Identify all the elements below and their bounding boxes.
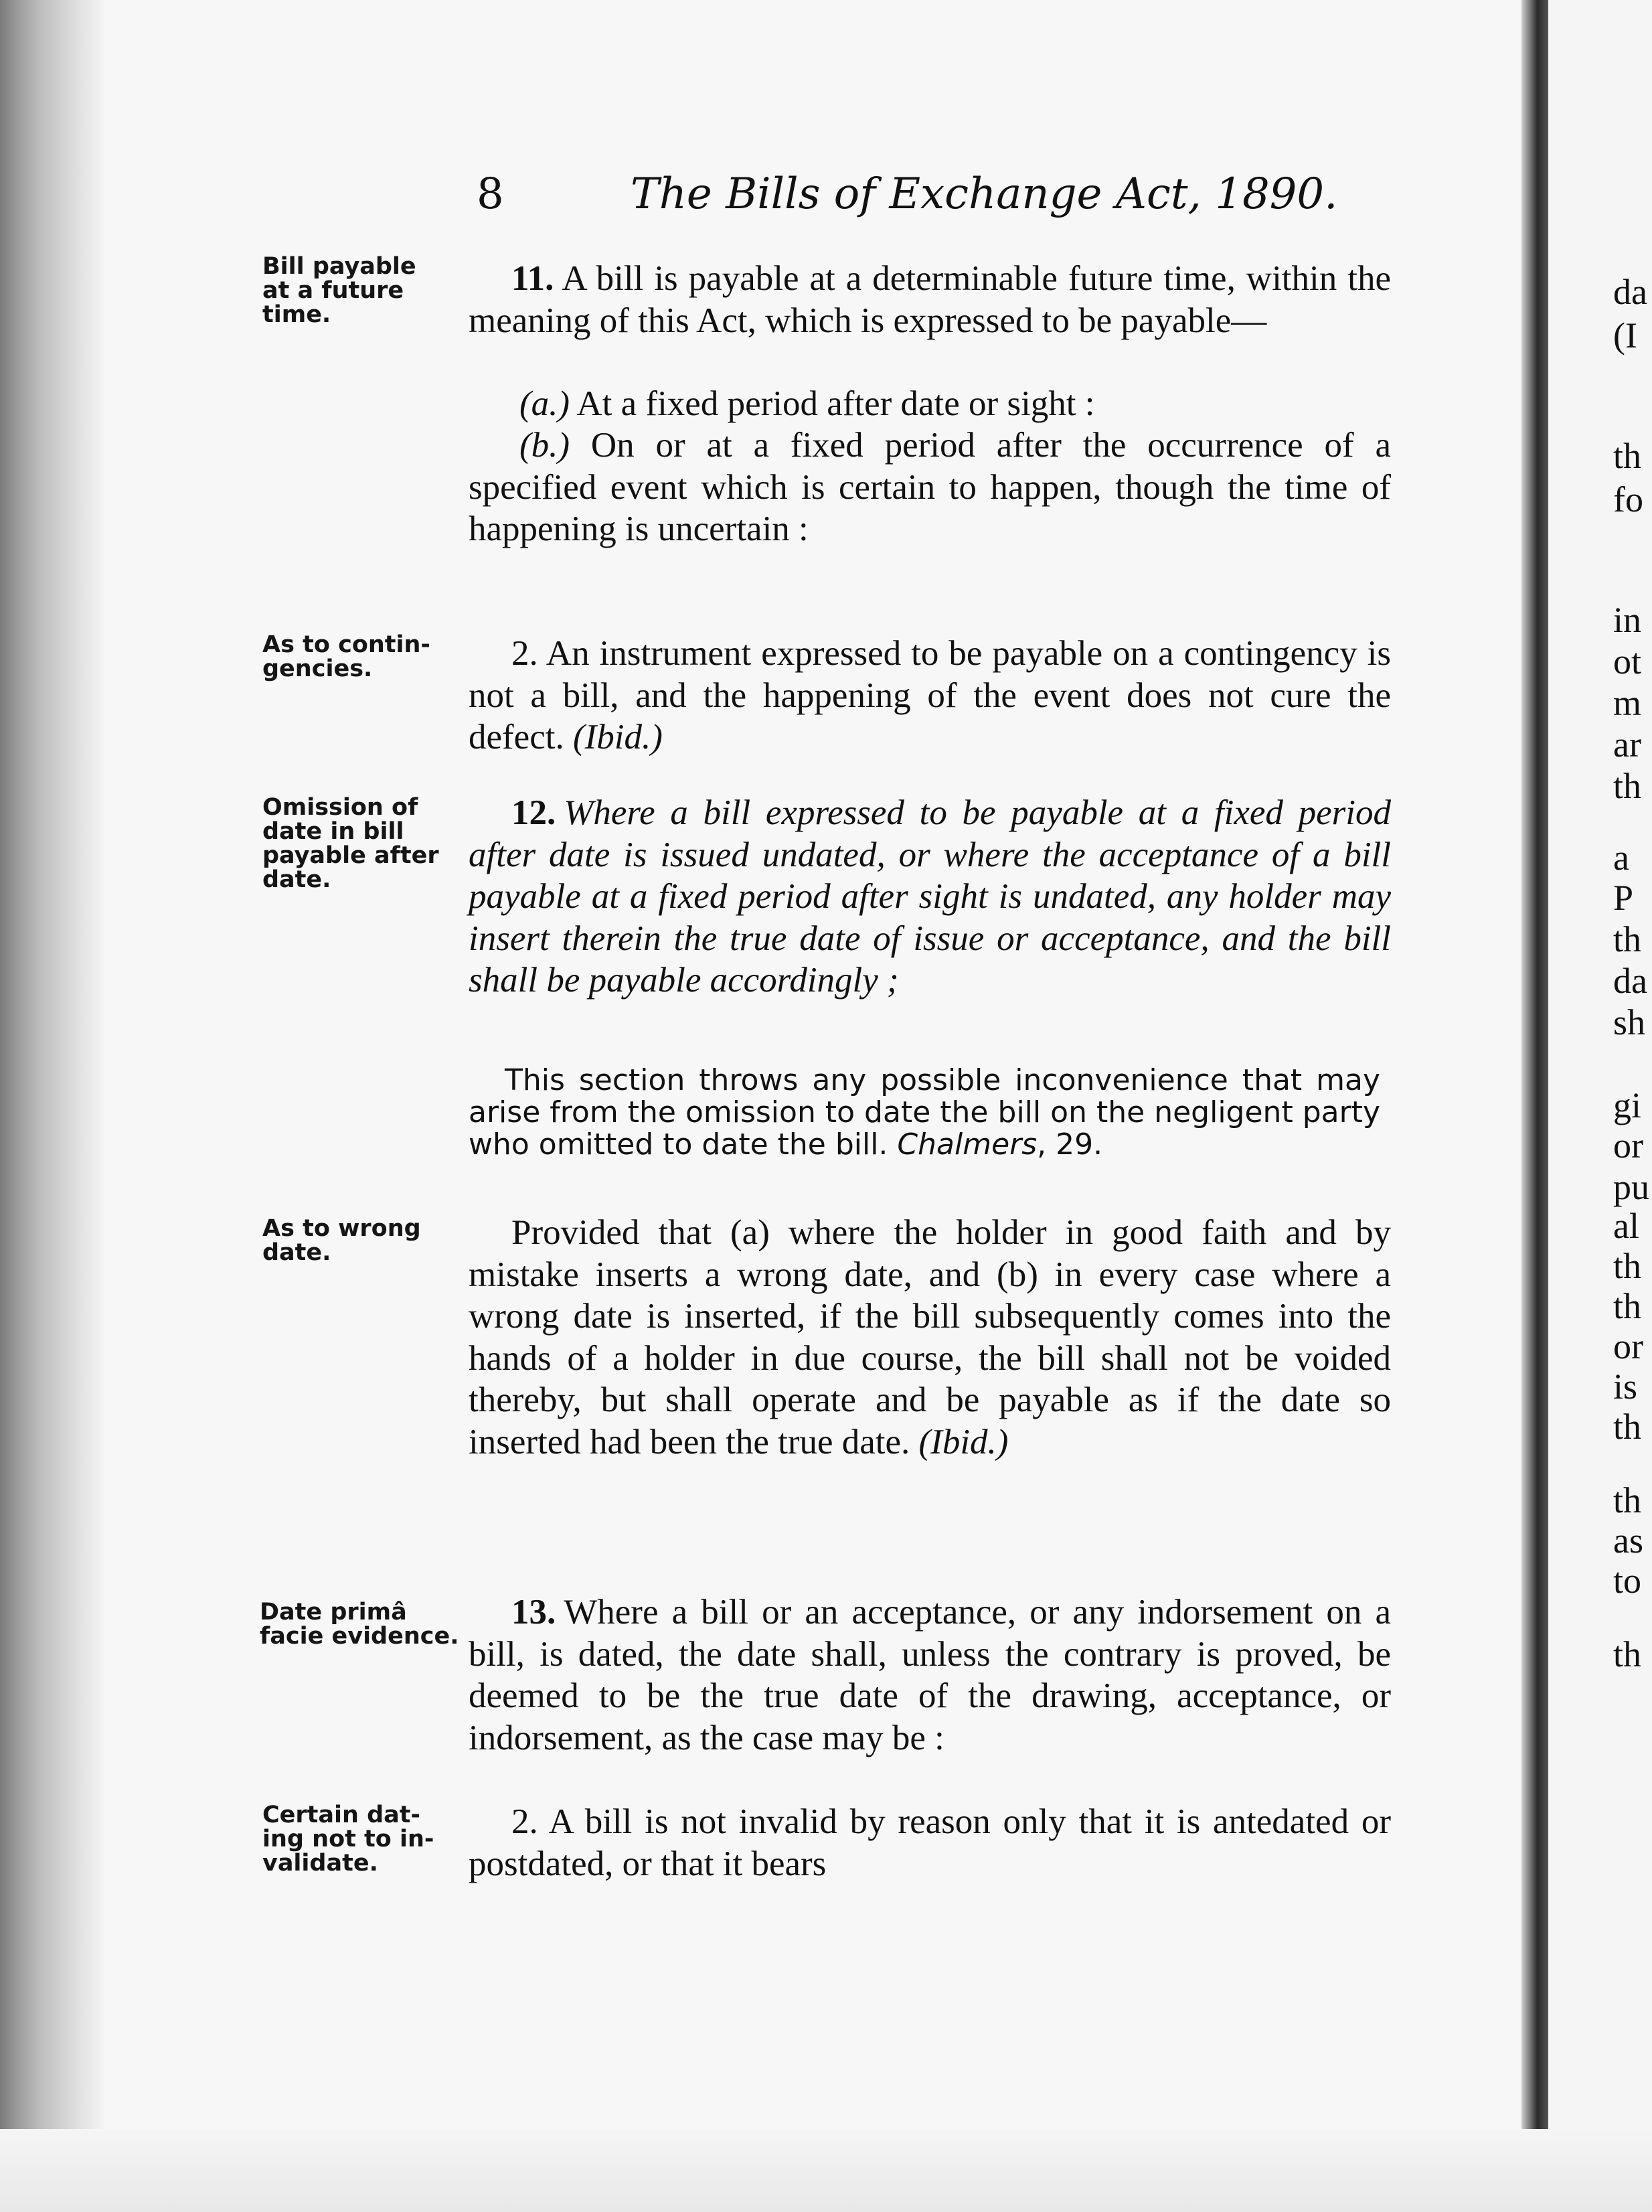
facing-fragment: th [1613,1286,1642,1326]
section-11-subsection-2 [469,633,1391,759]
facing-fragment: da [1613,272,1647,312]
facing-fragment: or [1613,1326,1643,1366]
section-11-intro [469,258,1391,341]
scan-bottom-edge [0,2129,1652,2212]
section-12-body: Where a bill expressed to be payable at a fixed period after date is issued undated, or where the acceptance of a bill payable at a fixed period after sight is undated, any holder may insert therein the true date of issue or acceptance, and the bill shall be payable accordingly ; [469,793,1391,1000]
annotation-cite-author: Chalmers [897,1127,1038,1162]
facing-fragment: P [1613,878,1634,918]
citation: (Ibid.) [572,718,663,757]
subsection-text: 2. A bill is not invalid by reason only that it is antedated or postdated, or that it bears [469,1802,1391,1883]
annotation-cite-page: , 29. [1037,1127,1103,1162]
section-11-item-b [469,424,1391,550]
annotation-text: This section throws any possible inconvenience that may arise from the omission to date the bill on the negligent party who omitted to date the bill. [469,1063,1380,1162]
margin-note-date-prima-facie: Date primâ facie evidence. [260,1599,459,1650]
item-text: At a fixed period after date or sight : [576,384,1095,423]
section-12-annotation [469,1064,1380,1161]
facing-fragment: ar [1613,724,1641,765]
facing-fragment: th [1613,1634,1642,1674]
margin-note-contingencies: As to contin- gencies. [262,631,430,682]
section-number: 12. [511,793,556,832]
section-13-body: Where a bill or an acceptance, or any indorsement on a bill, is dated, the date shall, unless the contrary is proved, be deemed to be the true date of the drawing, acceptance, or indorsement, as the case may be : [469,1593,1391,1757]
facing-fragment: fo [1613,479,1643,520]
margin-note-wrong-date: As to wrong date. [262,1215,421,1266]
item-label: (a.) [519,384,570,423]
facing-fragment: da [1613,961,1647,1001]
facing-fragment: gi [1613,1085,1642,1125]
facing-fragment: is [1613,1366,1638,1407]
facing-fragment: sh [1613,1002,1646,1042]
facing-fragment: pu [1613,1167,1649,1207]
facing-fragment: th [1613,1407,1642,1447]
section-12-proviso [469,1212,1391,1463]
section-11-text: A bill is payable at a determinable future time, within the meaning of this Act, which is expressed to be payable— [469,259,1391,340]
facing-fragment: or [1613,1125,1643,1166]
proviso-text: Provided that (a) where the holder in good faith and by mistake inserts a wrong date, and (b) in every case where a wrong date is inserted, if the bill subsequently comes into the hands of a holder in due course, the bill shall not be voided thereby, but shall operate and be payable as if the date so inserted had been the true date. [469,1213,1391,1462]
book-gutter [1521,0,1548,2212]
facing-fragment: th [1613,436,1642,476]
running-title: The Bills of Exchange Act, 1890. [631,169,1338,219]
facing-fragment: as [1613,1520,1643,1561]
citation: (Ibid.) [918,1422,1009,1462]
facing-fragment: th [1613,1480,1642,1520]
margin-note-bill-payable-future: Bill payable at a future time. [262,253,416,328]
section-13-subsection-2 [469,1801,1391,1885]
facing-fragment: to [1613,1561,1642,1601]
margin-note-omission-of-date: Omission of date in bill payable after date. [262,794,439,893]
facing-fragment: ot [1613,641,1642,682]
item-label: (b.) [519,426,570,465]
facing-fragment: th [1613,919,1642,959]
facing-fragment: (I [1613,315,1637,356]
section-number: 13. [511,1593,556,1632]
facing-fragment: in [1613,600,1642,640]
facing-fragment: th [1613,1246,1642,1286]
page-number: 8 [477,169,504,219]
facing-fragment: th [1613,766,1642,806]
facing-fragment: al [1613,1206,1639,1246]
running-head [477,164,1360,224]
facing-fragment: a [1613,838,1629,878]
section-13-text [469,1591,1391,1759]
subsection-text: 2. An instrument expressed to be payable on a contingency is not a bill, and the happening of the event does not cure the defect. [469,634,1391,757]
section-11-item-a [469,383,1391,425]
section-12-text [469,792,1391,1002]
facing-fragment: m [1613,683,1642,723]
margin-note-certain-dating: Certain dat- ing not to in- validate. [262,1802,434,1877]
section-number: 11. [511,259,554,298]
item-text: On or at a fixed period after the occurrence of a specified event which is certain to happen, though the time of happening is uncertain : [469,426,1391,548]
scan-left-edge [0,0,104,2212]
